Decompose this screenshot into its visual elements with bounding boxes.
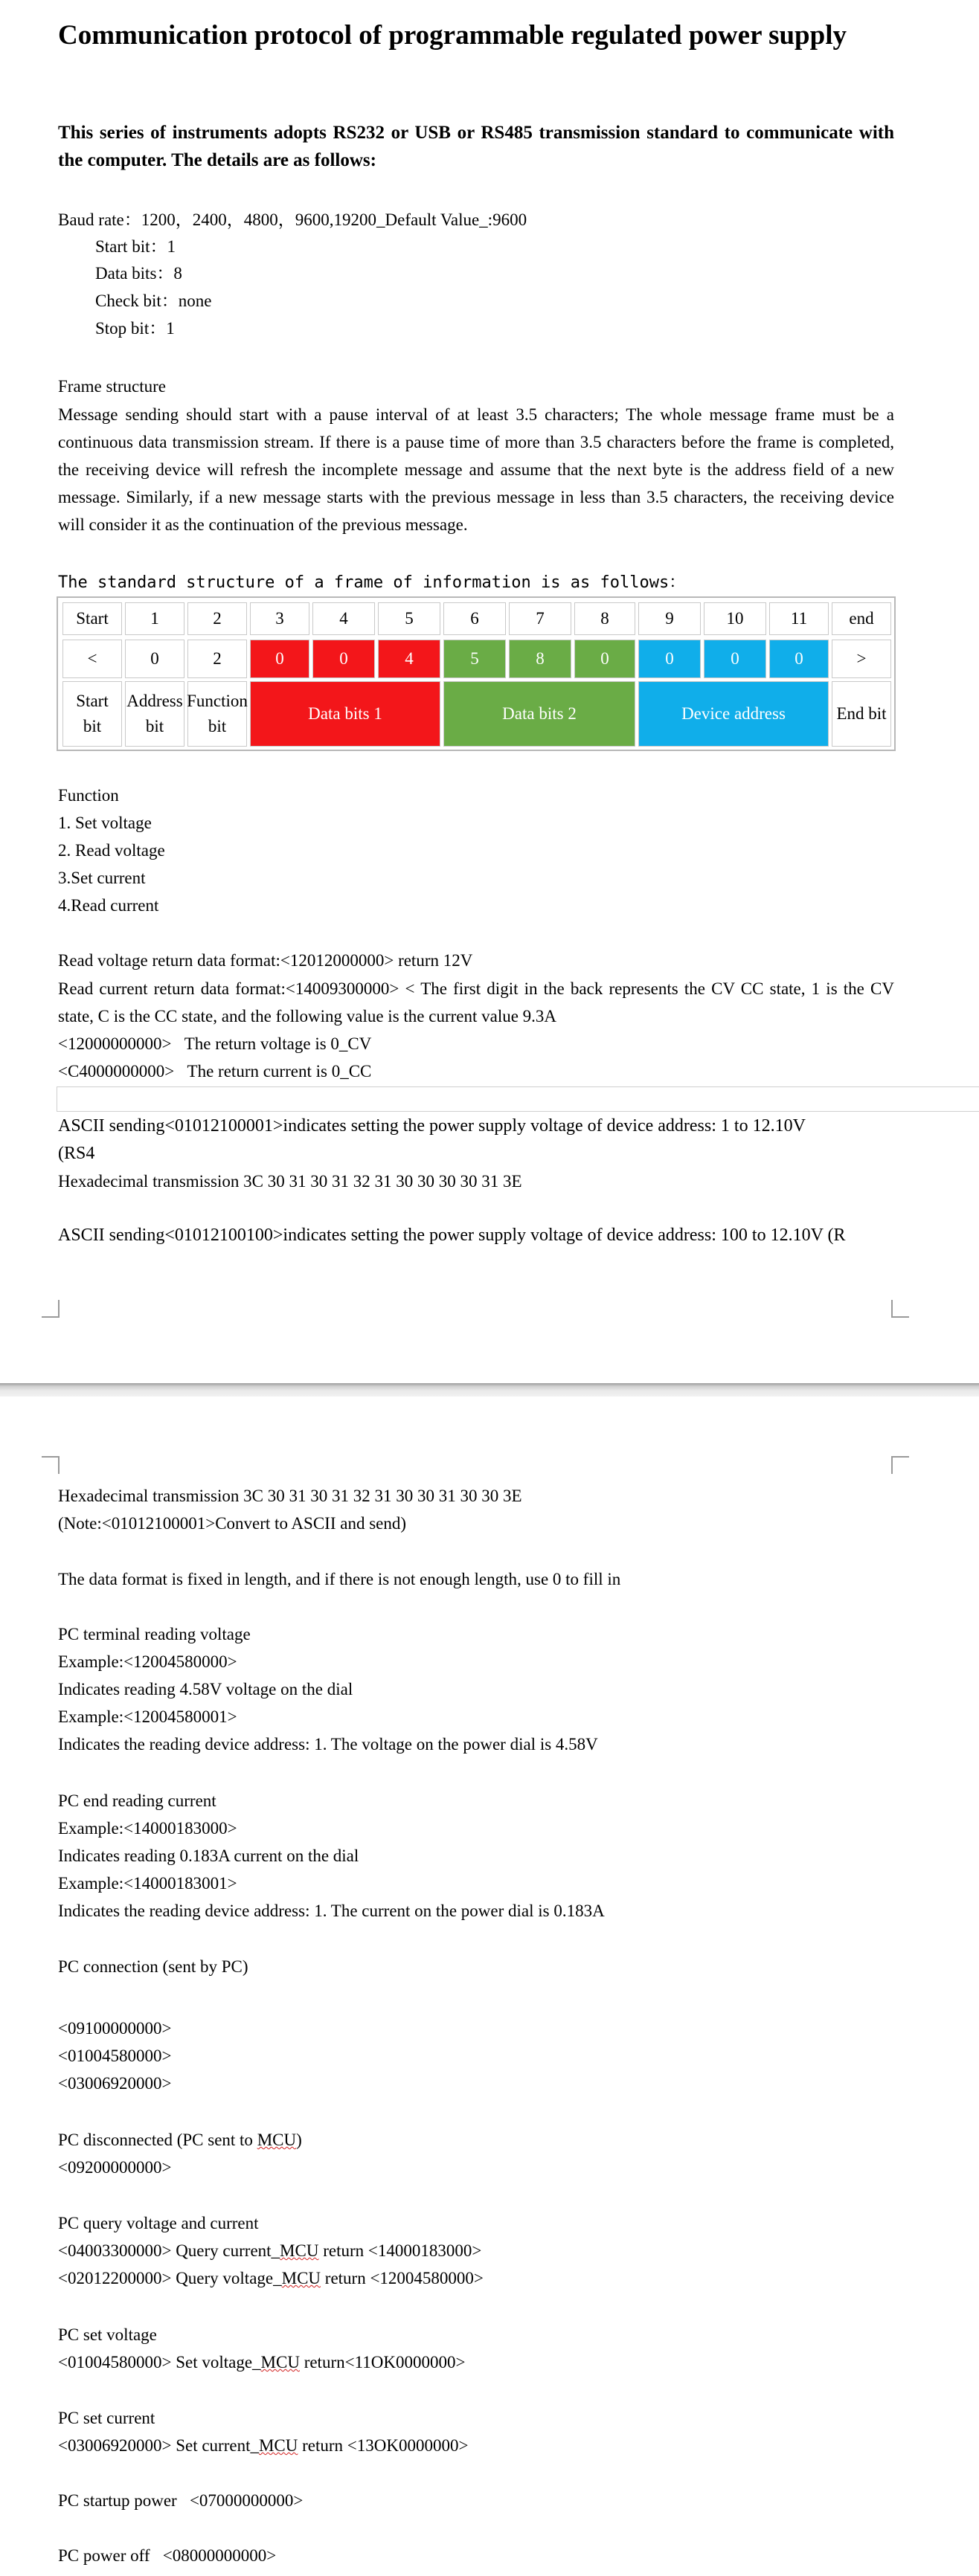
read-voltage-heading: PC terminal reading voltage xyxy=(58,1625,251,1643)
function-bit-label-line1: Function xyxy=(187,692,248,710)
pc-set-voltage-mcu: MCU xyxy=(260,2353,300,2371)
hex-example-2: Hexadecimal transmission 3C 30 31 30 31 32 31 30 30 31 30 30 3E xyxy=(58,1487,522,1505)
function-item: 4.Read current xyxy=(58,896,159,915)
conversion-note: (Note:<01012100001>Convert to ASCII and send) xyxy=(58,1514,407,1533)
read-current-heading: PC end reading current xyxy=(58,1791,216,1810)
table-header-cell: 1 xyxy=(125,602,184,635)
empty-text-box[interactable] xyxy=(57,1086,979,1112)
table-caption: The standard structure of a frame of information is as follows： xyxy=(58,573,686,592)
ascii-example-2: ASCII sending<01012100100>indicates setting the power supply voltage of device address: 100 to 12.10V (R xyxy=(58,1226,846,1245)
return-example-voltage-code: <12000000000> xyxy=(58,1034,172,1053)
pc-query-voltage-return: return <12004580000> xyxy=(321,2269,484,2287)
margin-corner-mark xyxy=(42,1456,60,1474)
pc-query-voltage-mcu: MCU xyxy=(281,2269,321,2287)
table-value-cell-blue: 0 xyxy=(638,640,701,678)
baud-rate-line: Baud rate：1200，2400，4800，9600,19200_Default Value_:9600 xyxy=(58,210,527,229)
start-bit-label-line2: bit xyxy=(83,717,102,735)
table-value-cell: 2 xyxy=(187,640,247,678)
table-value-cell-red: 4 xyxy=(378,640,440,678)
table-value-cell-green: 0 xyxy=(574,640,635,678)
read-voltage-desc-1: Indicates reading 4.58V voltage on the dial xyxy=(58,1680,353,1698)
function-bit-label-line2: bit xyxy=(208,717,227,735)
read-voltage-example-1: Example:<12004580000> xyxy=(58,1652,237,1671)
margin-corner-mark xyxy=(42,1300,60,1318)
table-header-cell: 4 xyxy=(312,602,375,635)
pc-query-voltage-line xyxy=(58,2265,894,2292)
page-gap xyxy=(0,1383,979,1397)
document-page-2 xyxy=(0,1397,979,2576)
table-header-cell: 6 xyxy=(443,602,506,635)
address-bit-label-line1: Address xyxy=(126,692,183,710)
pc-set-current-line xyxy=(58,2432,894,2459)
device-address-label: Device address xyxy=(638,681,829,747)
table-header-cell: 5 xyxy=(378,602,440,635)
read-current-example-1: Example:<14000183000> xyxy=(58,1819,237,1838)
table-value-cell-green: 5 xyxy=(443,640,506,678)
current-return-format: Read current return data format:<14009300000> < The first digit in the back represents the CV CC state, 1 is the CV state, C is the CC state, and the following value is the current value 9.3A xyxy=(58,979,894,1025)
table-header-cell: Start xyxy=(62,602,122,635)
table-value-cell-red: 0 xyxy=(312,640,375,678)
fixed-length-note: The data format is fixed in length, and if there is not enough length, use 0 to fill in xyxy=(58,1570,621,1588)
pc-set-voltage-heading: PC set voltage xyxy=(58,2325,157,2344)
pc-disconnect-heading-mcu: MCU xyxy=(257,2131,297,2149)
ascii-example-1-overflow: (RS4 xyxy=(58,1144,95,1163)
start-bit-line: Start bit：1 xyxy=(95,237,176,256)
table-header-cell: 11 xyxy=(769,602,829,635)
pc-query-current-mcu: MCU xyxy=(280,2241,319,2260)
table-header-cell: 3 xyxy=(250,602,309,635)
function-item: 1. Set voltage xyxy=(58,814,152,832)
return-example-voltage xyxy=(58,1031,894,1057)
pc-query-heading: PC query voltage and current xyxy=(58,2214,259,2232)
pc-set-voltage-text: <01004580000> Set voltage_ xyxy=(58,2353,261,2371)
pc-set-current-return: return <13OK0000000> xyxy=(298,2436,469,2455)
pc-connection-code: <09100000000> xyxy=(58,2019,172,2038)
function-item: 3.Set current xyxy=(58,869,146,887)
start-bit-label-line1: Start xyxy=(76,692,109,710)
pc-startup-power-line: PC startup power <07000000000> xyxy=(58,2491,304,2510)
pc-set-voltage-line xyxy=(58,2349,894,2376)
read-voltage-example-2: Example:<12004580001> xyxy=(58,1707,237,1726)
pc-query-current-return: return <14000183000> xyxy=(318,2241,482,2260)
check-bit-line: Check bit：none xyxy=(95,292,212,310)
end-bit-label: End bit xyxy=(832,681,891,747)
hex-example-1: Hexadecimal transmission 3C 30 31 30 31 32 31 30 30 30 30 31 3E xyxy=(58,1172,522,1191)
table-value-cell-red: 0 xyxy=(250,640,309,678)
data-bits-2-label: Data bits 2 xyxy=(443,681,635,747)
pc-set-current-mcu: MCU xyxy=(258,2436,298,2455)
table-header-cell: 10 xyxy=(704,602,766,635)
pc-set-voltage-return: return<11OK0000000> xyxy=(299,2353,466,2371)
margin-corner-mark xyxy=(891,1300,909,1318)
pc-disconnect-code: <09200000000> xyxy=(58,2158,172,2177)
function-bit-label xyxy=(187,681,247,747)
start-bit-label xyxy=(62,681,122,747)
pc-set-current-text: <03006920000> Set current_ xyxy=(58,2436,259,2455)
data-bits-1-label: Data bits 1 xyxy=(250,681,440,747)
pc-power-off-line: PC power off <08000000000> xyxy=(58,2546,277,2565)
table-value-cell-blue: 0 xyxy=(704,640,766,678)
return-example-current xyxy=(58,1058,894,1085)
margin-corner-mark xyxy=(891,1456,909,1474)
read-current-desc-1: Indicates reading 0.183A current on the dial xyxy=(58,1846,359,1865)
voltage-return-format: Read voltage return data format:<12012000000> return 12V xyxy=(58,951,473,970)
table-header-cell: 9 xyxy=(638,602,701,635)
pc-query-current-line xyxy=(58,2238,894,2264)
table-header-cell: 8 xyxy=(574,602,635,635)
data-bits-line: Data bits：8 xyxy=(95,264,182,283)
stop-bit-line: Stop bit：1 xyxy=(95,319,175,338)
function-item: 2. Read voltage xyxy=(58,841,165,860)
table-value-cell-blue: 0 xyxy=(769,640,829,678)
frame-structure-table xyxy=(57,596,896,751)
document-title: Communication protocol of programmable regulated power supply xyxy=(58,20,847,51)
read-voltage-desc-2: Indicates the reading device address: 1. The voltage on the power dial is 4.58V xyxy=(58,1735,598,1754)
pc-disconnect-heading xyxy=(58,2127,894,2154)
pc-set-current-heading: PC set current xyxy=(58,2409,155,2427)
address-bit-label xyxy=(125,681,184,747)
function-heading: Function xyxy=(58,786,119,805)
table-header-cell: 7 xyxy=(509,602,571,635)
read-current-example-2: Example:<14000183001> xyxy=(58,1874,237,1893)
pc-connection-code: <01004580000> xyxy=(58,2047,172,2065)
read-current-desc-2: Indicates the reading device address: 1. The current on the power dial is 0.183A xyxy=(58,1902,605,1920)
table-value-cell: < xyxy=(62,640,122,678)
return-example-current-code: <C4000000000> xyxy=(58,1062,175,1081)
intro-paragraph: This series of instruments adopts RS232 or USB or RS485 transmission standard to communicate with the computer. The details are as follows: xyxy=(58,123,894,170)
table-value-cell: 0 xyxy=(125,640,184,678)
return-example-current-text: The return current is 0_CC xyxy=(187,1062,372,1081)
pc-query-current-text: <04003300000> Query current_ xyxy=(58,2241,280,2260)
pc-query-voltage-text: <02012200000> Query voltage_ xyxy=(58,2269,282,2287)
return-example-voltage-text: The return voltage is 0_CV xyxy=(184,1034,372,1053)
pc-disconnect-heading-text: PC disconnected (PC sent to xyxy=(58,2131,257,2149)
address-bit-label-line2: bit xyxy=(145,717,164,735)
frame-structure-paragraph: Message sending should start with a pause interval of at least 3.5 characters; The whole message frame must be a continuous data transmission stream. If there is a pause time of more than 3.5 characters before the frame is completed, the receiving device will refresh the incomplete message and assume that the next byte is the address field of a new message. Similarly, if a new message starts with the previous message in less than 3.5 characters, the receiving device will consider it as the continuation of the previous message. xyxy=(58,405,894,534)
table-header-cell: end xyxy=(832,602,891,635)
frame-structure-heading: Frame structure xyxy=(58,377,166,396)
pc-connection-code: <03006920000> xyxy=(58,2074,172,2093)
pc-connection-heading: PC connection (sent by PC) xyxy=(58,1957,248,1976)
ascii-example-1: ASCII sending<01012100001>indicates setting the power supply voltage of device address: 1 to 12.10V xyxy=(58,1116,806,1136)
table-value-cell: > xyxy=(832,640,891,678)
table-header-cell: 2 xyxy=(187,602,247,635)
pc-disconnect-heading-end: ) xyxy=(296,2131,302,2149)
table-value-cell-green: 8 xyxy=(509,640,571,678)
